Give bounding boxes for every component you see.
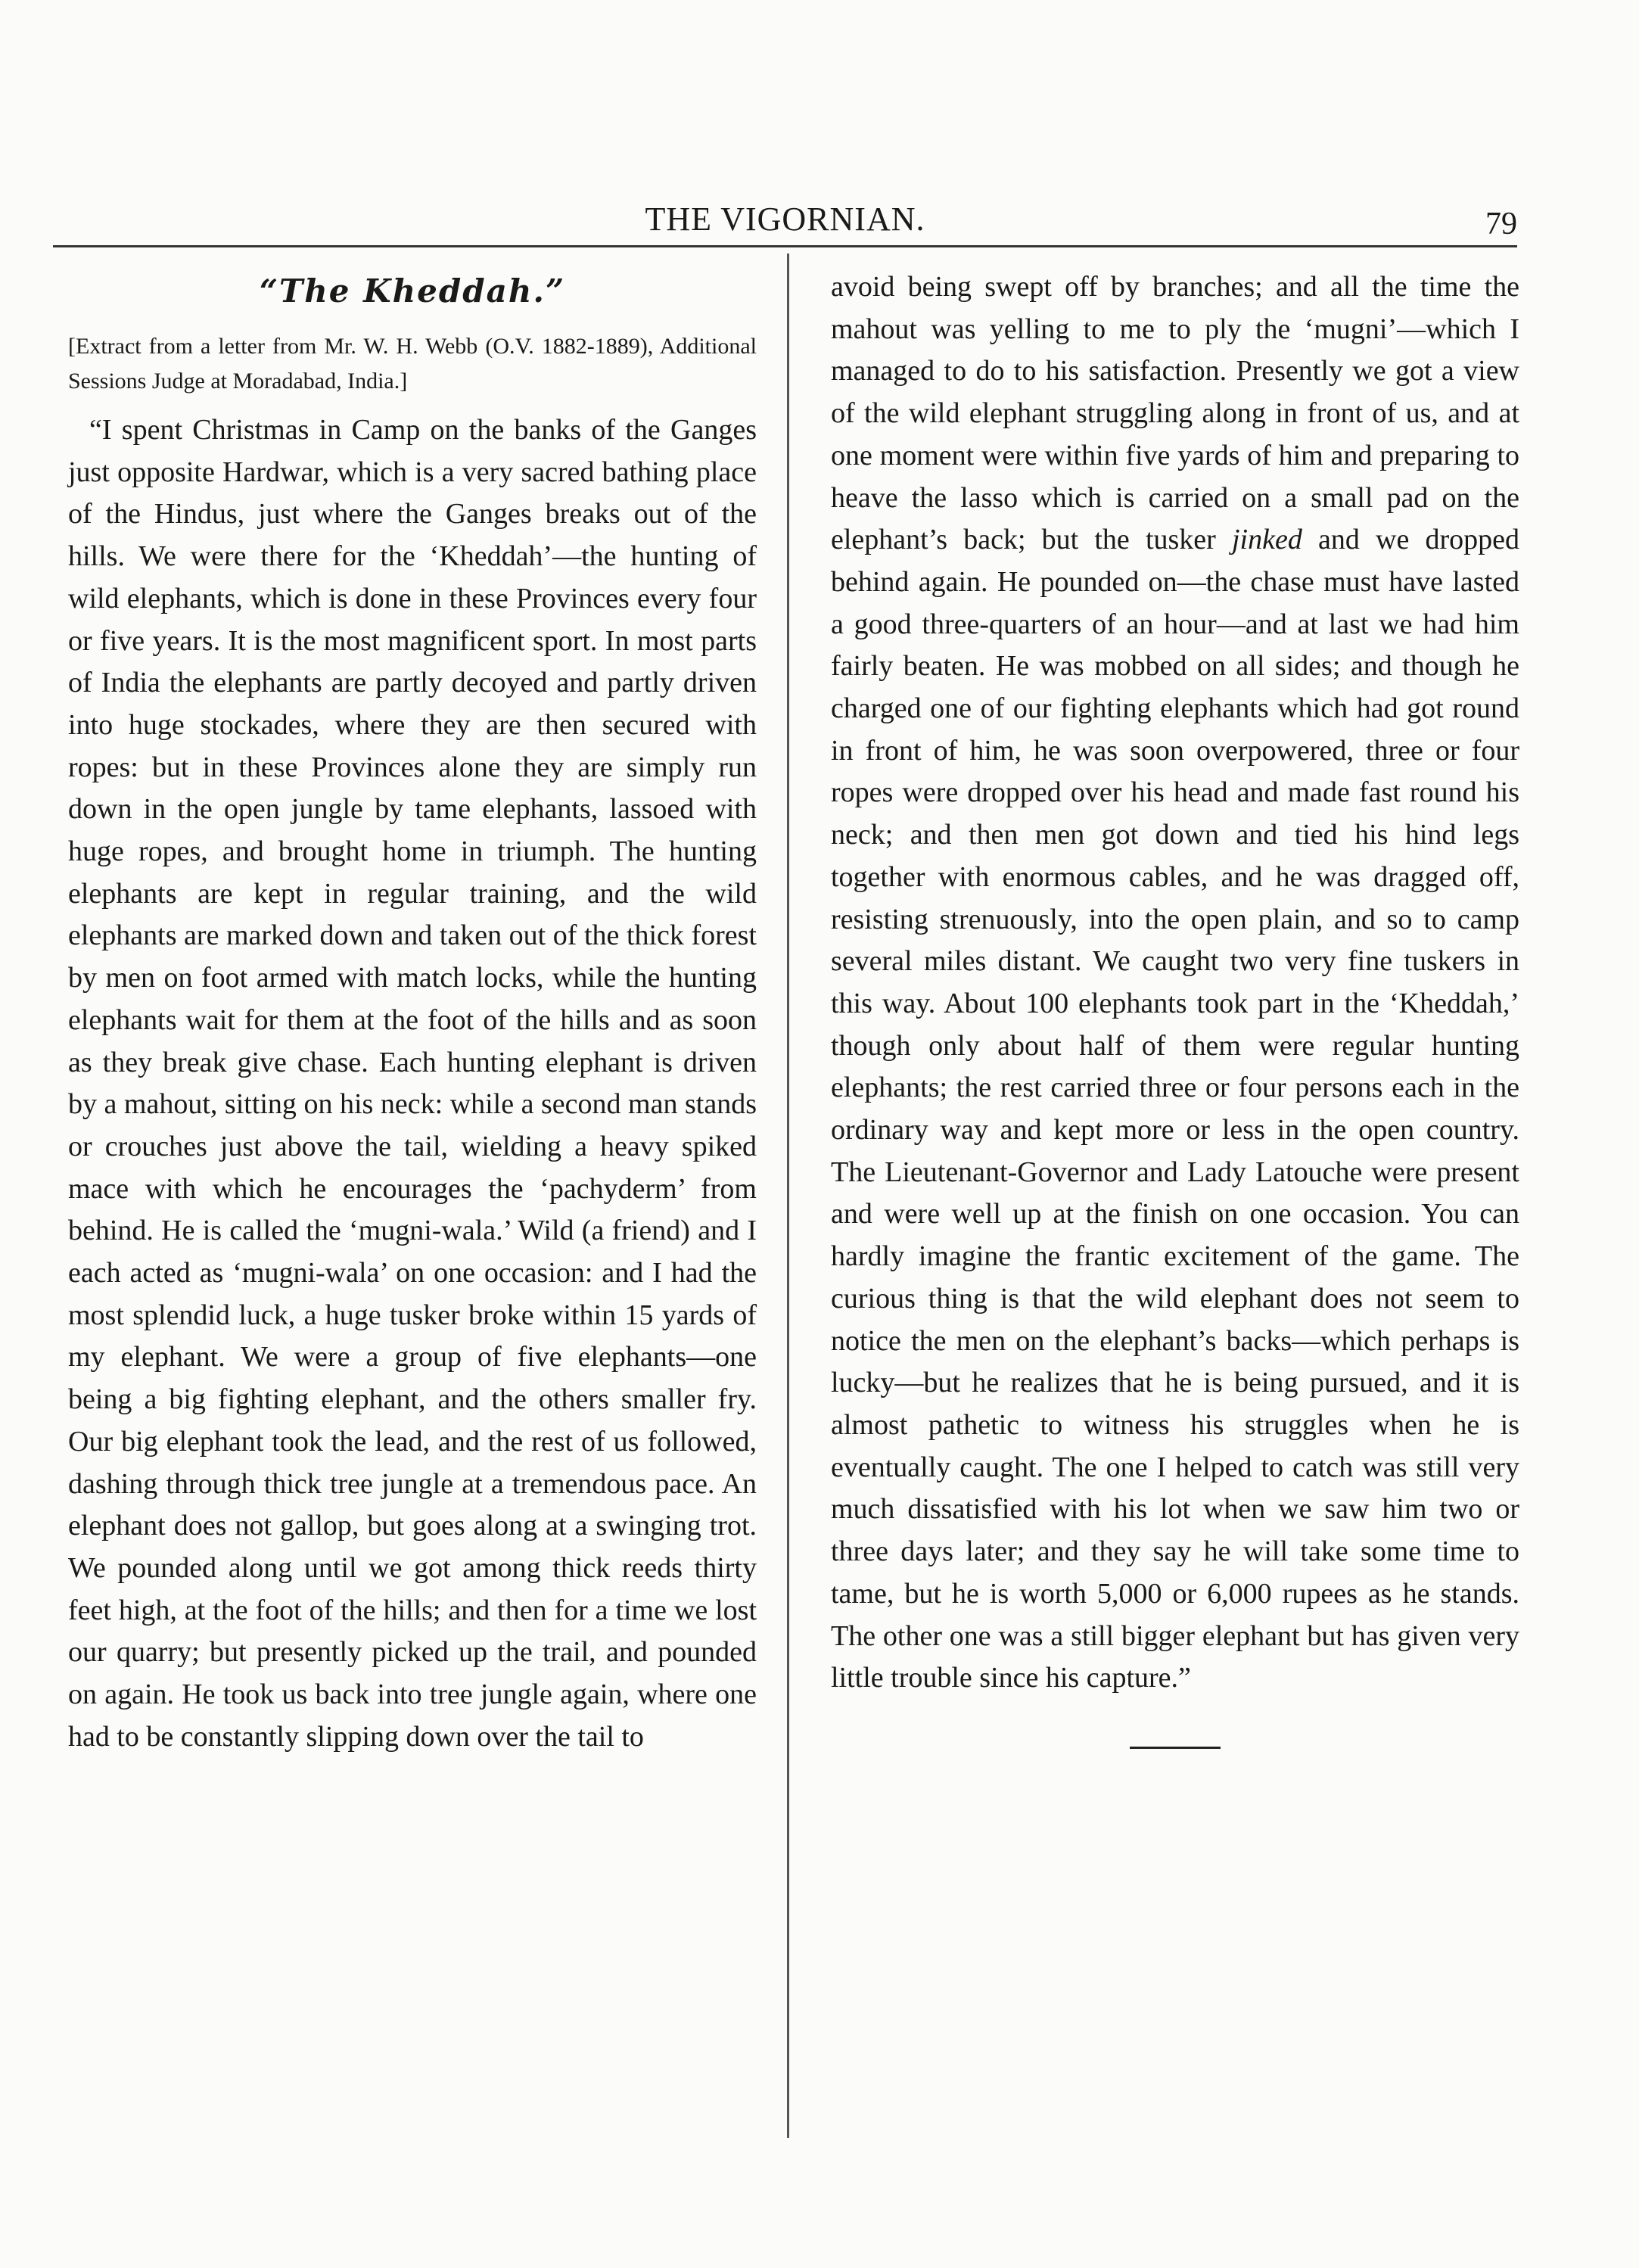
editor-note: [Extract from a letter from Mr. W. H. Webb (O.V. 1882-1889), Additional Sessions Judge at Moradabad, India.] [68,334,757,394]
body-right-part-a: avoid being swept off by branches; and all the time the mahout was yelling to me to ply the ‘mugni’—which I managed to do to his satisfaction. Presently we got a view of the wild elephant struggling along in front of us, and at one moment were within five yards of him and preparing to heave the lasso which is carried on a small pad on the elephant’s back; but the tusker [831,271,1519,556]
journal-title: THE VIGORNIAN. [645,201,925,238]
article-title: “The Kheddah.” [259,272,566,310]
body-right-part-b: and we dropped behind again. He pounded on—the chase must have lasted a good three-quarters of an hour—and at last we had him fairly beaten. He was mobbed on all sides; and though he charged one of our fighting elephants which had got round in front of him, he was soon overpowered, three or four ropes were dropped over his head and made fast round his neck; and then men got down and tied his hind legs together with enormous cables, and he was dragged off, resisting strenuously, into the open plain, and so to camp several miles distant. We caught two very fine tuskers in this way. About 100 elephants took part in the ‘Kheddah,’ though only about half of them were regular hunting elephants; the rest carried three or four persons each in the ordinary way and kept more or less in the open country. The Lieutenant-Governor and Lady Latouche were present and were well up at the finish on one occasion. You can hardly imagine the frantic excitement of the game. The curious thing is that the wild elephant does not seem to notice the men on the elephant’s backs—which perhaps is lucky—but he realizes that he is being pursued, and it is almost pathetic to witness his struggles when he is eventually caught. The one I helped to catch was still very much dissatisfied with his lot when we saw him two or three days later; and they say he will take some time to tame, but he is worth 5,000 or 6,000 rupees as he stands. The other one was a still bigger elephant but has given very little trouble since his capture.” [831,524,1520,1694]
column-divider [787,254,789,2138]
right-column [831,272,1519,1749]
italic-word: jinked [1231,524,1302,556]
page-number: 79 [1485,207,1517,241]
left-column [68,272,757,1759]
body-paragraph-left: “I spent Christmas in Camp on the banks of the Ganges just opposite Hardwar, which is a very sacred bathing place of the Hindus, just where the Ganges breaks out of the hills. We were there for the ‘Kheddah’—the hunting of wild elephants, which is done in these Provinces every four or five years. It is the most magnificent sport. In most parts of India the elephants are partly decoyed and partly driven into huge stockades, where they are then secured with ropes: but in these Provinces alone they are simply run down in the open jungle by tame elephants, lassoed with huge ropes, and brought home in triumph. The hunting elephants are kept in regular training, and the wild elephants are marked down and taken out of the thick forest by men on foot armed with match locks, while the hunting elephants wait for them at the foot of the hills and as soon as they break give chase. Each hunting elephant is driven by a mahout, sitting on his neck: while a second man stands or crouches just above the tail, wielding a heavy spiked mace with which he encourages the ‘pachyderm’ from behind. He is called the ‘mugni-wala.’ Wild (a friend) and I each acted as ‘mugni-wala’ on one occasion: and I had the most splendid luck, a huge tusker broke within 15 yards of my elephant. We were a group of five elephants—one being a big fighting elephant, and the others smaller fry. Our big elephant took the lead, and the rest of us followed, dashing through thick tree jungle at a tremendous pace. An elephant does not gallop, but goes along at a swinging trot. We pounded along until we got among thick reeds thirty feet high, at the foot of the hills; and then for a time we lost our quarry; but presently picked up the trail, and pounded on again. He took us back into tree jungle again, where one had to be constantly slipping down over the tail to [68,414,757,1753]
running-header [53,195,1517,247]
end-rule [1130,1747,1221,1749]
body-paragraph-right [831,266,1519,1700]
